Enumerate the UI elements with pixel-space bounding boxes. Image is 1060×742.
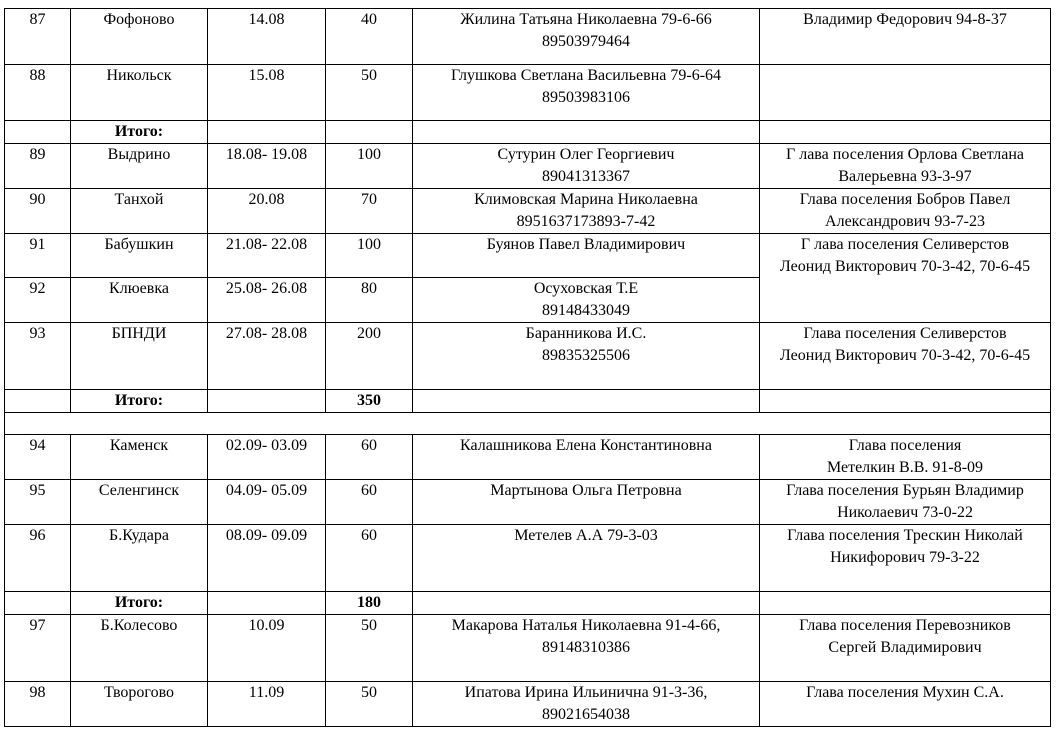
responsible-person (413, 682, 760, 727)
spacer-cell (5, 413, 1051, 435)
visit-date: 20.08 (208, 189, 326, 234)
visit-date: 04.09- 05.09 (208, 480, 326, 525)
responsible-line: Сутурин Олег Георгиевич (497, 146, 675, 163)
visit-date: 02.09- 03.09 (208, 435, 326, 480)
total-count: 180 (326, 592, 413, 615)
responsible-person (413, 9, 760, 65)
settlement-head-line: Глава поселения Селиверстов (803, 325, 1007, 342)
table-row (5, 480, 1051, 525)
table-row (5, 9, 1051, 65)
settlement-head-line: Сергей Владимирович (828, 639, 982, 656)
total-count: 350 (326, 390, 413, 413)
total-count (326, 121, 413, 144)
participant-count: 100 (326, 234, 413, 278)
participant-count: 70 (326, 189, 413, 234)
settlement-head (760, 121, 1051, 144)
settlement-head (760, 390, 1051, 413)
settlement-name: Выдрино (71, 144, 208, 189)
row-number: 93 (5, 323, 71, 390)
table-row (5, 189, 1051, 234)
responsible-line: Метелев А.А 79-3-03 (514, 527, 658, 544)
settlement-head (760, 144, 1051, 189)
responsible-line: Осуховская Т.Е (533, 280, 639, 297)
visit-date: 08.09- 09.09 (208, 525, 326, 592)
row-number: 95 (5, 480, 71, 525)
responsible-line: 89041313367 (542, 168, 630, 185)
total-row (5, 592, 1051, 615)
participant-count: 80 (326, 278, 413, 323)
settlement-name: Бабушкин (71, 234, 208, 278)
row-number (5, 121, 71, 144)
responsible-line: 89835325506 (542, 347, 630, 364)
settlement-head-line: Леонид Викторович 70-3-42, 70-6-45 (779, 258, 1031, 275)
settlement-name: Никольск (71, 65, 208, 121)
settlement-name: Б.Колесово (71, 615, 208, 682)
row-number: 91 (5, 234, 71, 278)
settlement-head-line: Николаевич 73-0-22 (837, 504, 973, 521)
settlement-head-line: Валерьевна 93-3-97 (838, 168, 972, 185)
row-number: 90 (5, 189, 71, 234)
visit-date: 25.08- 26.08 (208, 278, 326, 323)
total-label: Итого: (71, 592, 208, 615)
row-number: 92 (5, 278, 71, 323)
responsible-line: Жилина Татьяна Николаевна 79-6-66 (460, 11, 712, 28)
settlement-name: Танхой (71, 189, 208, 234)
responsible-person (413, 189, 760, 234)
visit-date: 21.08- 22.08 (208, 234, 326, 278)
settlement-head-line: Глава поселения Мухин С.А. (806, 684, 1004, 701)
responsible-person (413, 525, 760, 592)
settlement-name: БПНДИ (71, 323, 208, 390)
participant-count: 50 (326, 65, 413, 121)
settlement-head (760, 189, 1051, 234)
responsible-line: 89021654038 (542, 706, 630, 723)
settlement-head (760, 323, 1051, 390)
participant-count: 60 (326, 525, 413, 592)
row-number: 87 (5, 9, 71, 65)
row-number: 98 (5, 682, 71, 727)
settlement-head (760, 592, 1051, 615)
settlement-head (760, 525, 1051, 592)
settlement-head-line: Леонид Викторович 70-3-42, 70-6-45 (779, 347, 1031, 364)
row-number: 96 (5, 525, 71, 592)
table-row (5, 525, 1051, 592)
table-row (5, 323, 1051, 390)
responsible-line: Буянов Павел Владимирович (486, 236, 686, 253)
participant-count: 100 (326, 144, 413, 189)
total-row (5, 121, 1051, 144)
table-row (5, 234, 1051, 278)
responsible-person (413, 121, 760, 144)
settlement-head-line: Александрович 93-7-23 (825, 213, 985, 230)
settlement-name: Б.Кудара (71, 525, 208, 592)
visit-date: 15.08 (208, 65, 326, 121)
responsible-person (413, 435, 760, 480)
responsible-line: 89503983106 (542, 89, 630, 106)
table-row (5, 65, 1051, 121)
table-row (5, 435, 1051, 480)
responsible-line: Баранникова И.С. (525, 325, 647, 342)
responsible-line: Ипатова Ирина Ильинична 91-3-36, (464, 684, 708, 701)
settlement-name: Клюевка (71, 278, 208, 323)
settlement-head-line: Глава поселения (848, 437, 962, 454)
settlement-head-line: Метелкин В.В. 91-8-09 (826, 459, 984, 476)
responsible-line: Мартынова Ольга Петровна (490, 482, 682, 499)
participant-count: 50 (326, 615, 413, 682)
visit-date: 27.08- 28.08 (208, 323, 326, 390)
responsible-line: 8951637173893-7-42 (516, 213, 656, 230)
responsible-line: Калашникова Елена Константиновна (460, 437, 712, 454)
responsible-person (413, 65, 760, 121)
responsible-line: Глушкова Светлана Васильевна 79-6-64 (450, 67, 722, 84)
settlement-head-line: Г лава поселения Селиверстов (800, 236, 1010, 253)
visit-date: 10.09 (208, 615, 326, 682)
settlement-head-line: Г лава поселения Орлова Светлана (785, 146, 1025, 163)
total-row (5, 390, 1051, 413)
settlement-name: Фофоново (71, 9, 208, 65)
total-label: Итого: (71, 121, 208, 144)
settlement-head-line: Глава поселения Бурьян Владимир (786, 482, 1024, 499)
responsible-line: Климовская Марина Николаевна (474, 191, 698, 208)
schedule-table (4, 8, 1051, 727)
spacer-row (5, 413, 1051, 435)
table-row (5, 144, 1051, 189)
responsible-line: 89148310386 (542, 639, 630, 656)
total-label: Итого: (71, 390, 208, 413)
responsible-person (413, 144, 760, 189)
responsible-person (413, 278, 760, 323)
row-number: 94 (5, 435, 71, 480)
responsible-line: 89148433049 (542, 302, 630, 319)
participant-count: 60 (326, 480, 413, 525)
settlement-head-line: Никифорович 79-3-22 (830, 549, 980, 566)
settlement-head-line: Глава поселения Бобров Павел (799, 191, 1011, 208)
participant-count: 60 (326, 435, 413, 480)
responsible-person (413, 234, 760, 278)
settlement-head (760, 435, 1051, 480)
responsible-person (413, 615, 760, 682)
row-number (5, 592, 71, 615)
row-number: 97 (5, 615, 71, 682)
settlement-name: Селенгинск (71, 480, 208, 525)
table-row (5, 682, 1051, 727)
row-number: 88 (5, 65, 71, 121)
responsible-line: Макарова Наталья Николаевна 91-4-66, (451, 617, 721, 634)
visit-date: 11.09 (208, 682, 326, 727)
settlement-head (760, 615, 1051, 682)
settlement-head (760, 234, 1051, 323)
visit-date (208, 121, 326, 144)
settlement-name: Каменск (71, 435, 208, 480)
settlement-head (760, 65, 1051, 121)
settlement-head-line: Глава поселения Перевозников (799, 617, 1011, 634)
settlement-head-line: Владимир Федорович 94-8-37 (803, 11, 1007, 28)
settlement-head (760, 682, 1051, 727)
visit-date: 14.08 (208, 9, 326, 65)
table-body (5, 9, 1051, 727)
responsible-line: 89503979464 (542, 33, 630, 50)
participant-count: 200 (326, 323, 413, 390)
participant-count: 40 (326, 9, 413, 65)
settlement-name: Творогово (71, 682, 208, 727)
row-number (5, 390, 71, 413)
settlement-head (760, 480, 1051, 525)
responsible-person (413, 592, 760, 615)
visit-date (208, 592, 326, 615)
responsible-person (413, 323, 760, 390)
participant-count: 50 (326, 682, 413, 727)
responsible-person (413, 480, 760, 525)
visit-date: 18.08- 19.08 (208, 144, 326, 189)
settlement-head-line: Глава поселения Трескин Николай (787, 527, 1023, 544)
row-number: 89 (5, 144, 71, 189)
settlement-head (760, 9, 1051, 65)
table-row (5, 615, 1051, 682)
visit-date (208, 390, 326, 413)
responsible-person (413, 390, 760, 413)
